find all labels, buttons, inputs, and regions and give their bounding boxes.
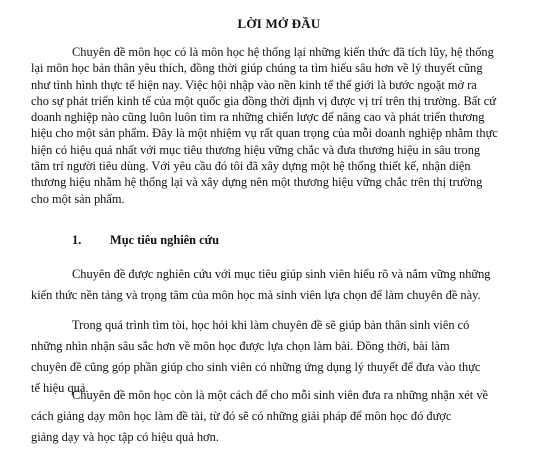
text-line: tâm trí người tiêu dùng. Với yêu cầu đó tôi đã xây dựng một hệ thống thiết kế, nhận diện (31, 159, 471, 174)
section-number: 1. (72, 233, 82, 247)
text-line: hiện có hiệu quả nhất với mục tiêu thương hiệu vững chắc và đưa thương hiệu in sâu trong (31, 142, 481, 157)
text-line: kiến thức nền tảng và trọng tâm của môn học mà sinh viên lựa chọn để làm chuyên đề này. (31, 288, 481, 302)
text-line: Chuyên đề được nghiên cứu với mục tiêu giúp sinh viên hiểu rõ và nắm vững những (72, 267, 491, 281)
objective-paragraph (31, 264, 529, 306)
feedback-paragraph (31, 385, 529, 448)
section-heading (72, 233, 219, 248)
text-line: cho một sản phẩm. (31, 191, 125, 206)
text-line: tế hiệu quả. (31, 381, 89, 395)
text-line: giảng dạy và học tập có hiệu quả hơn. (31, 430, 219, 444)
page-title: LỜI MỞ ĐẦU (237, 16, 321, 31)
text-line: Chuyên đề môn học còn là một cách để cho mỗi sinh viên đưa ra những nhận xét về (72, 388, 489, 402)
text-line: cho sự phát triển kinh tế của một quốc gia đồng thời định vị được vị trí trên thị trường. Bất cứ (31, 93, 496, 108)
text-line: chuyên đề cũng góp phần giúp cho sinh viên có những ứng dụng lý thuyết để đưa vào thực (31, 360, 481, 374)
intro-paragraph (31, 44, 529, 207)
text-line: cách giảng dạy môn học làm đề tài, từ đó sẽ có những giải pháp để môn học đó được (31, 409, 452, 423)
section-title: Mục tiêu nghiên cứu (110, 233, 219, 247)
text-line: hiệu cho một sản phẩm. Đây là một nhiệm vụ rất quan trọng của mỗi doanh nghiệp nhằm thực (31, 126, 498, 141)
text-line: như tình hình thực tế hiện nay. Việc hội nhập vào nền kinh tế thế giới là bước ngoặt mở ra (31, 77, 477, 92)
text-line: doanh nghiệp nào cũng luôn luôn tìm ra những chiến lược để nâng cao và phát triển thương (31, 110, 485, 125)
text-line: Chuyên đề môn học có là môn học hệ thống lại những kiến thức đã tích lũy, hệ thống (72, 45, 494, 59)
text-line: lại môn học bản thân yêu thích, đồng thời giúp chúng ta tìm hiểu sâu hơn về lý thuyết cũng (31, 61, 483, 76)
text-line: thương hiệu nhằm hệ thống lại và xây dựng nên một thương hiệu vững chắc trên thị trường (31, 175, 483, 190)
text-line: những nhìn nhận sâu sắc hơn về môn học được lựa chọn làm bài. Đồng thời, bài làm (31, 339, 450, 353)
text-line: Trong quá trình tìm tòi, học hỏi khi làm chuyên đề sẽ giúp bản thân sinh viên có (72, 318, 470, 332)
